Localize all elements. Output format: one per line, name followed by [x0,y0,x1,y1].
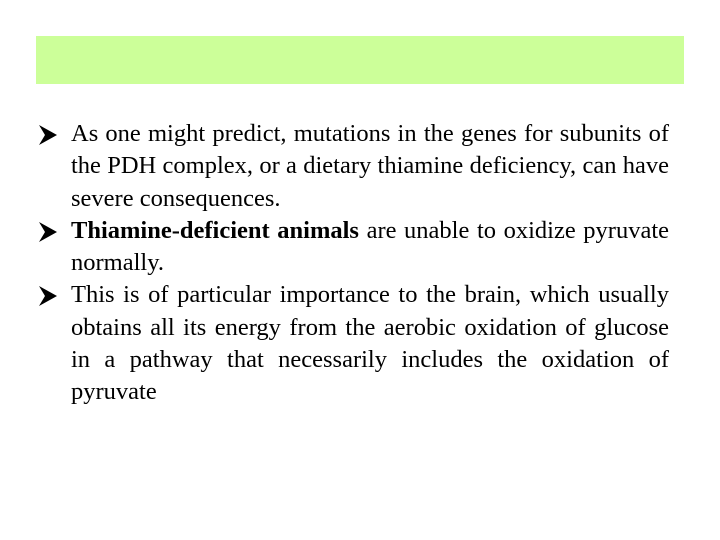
arrow-bullet-icon [36,215,66,247]
bullet-bold-text: Thiamine-deficient animals [71,216,359,244]
title-bar [36,36,684,84]
bullet-text: This is of particular importance to the brain, which usually obtains all its energy from the aerobic oxidation of glucose in a pathway that necessarily includes the oxidation of pyruvate [71,281,669,406]
bullet-list [36,118,669,409]
arrow-bullet-icon [36,279,66,311]
arrow-bullet-icon [36,118,66,150]
bullet-item-2 [36,215,669,280]
bullet-item-1 [36,118,669,215]
bullet-text: are unable to oxidize pyruvate normally. [71,216,669,277]
bullet-item-3 [36,279,669,408]
bullet-text: As one might predict, mutations in the genes for subunits of the PDH complex, or a dietary thiamine deficiency, can have severe consequences. [71,120,669,212]
